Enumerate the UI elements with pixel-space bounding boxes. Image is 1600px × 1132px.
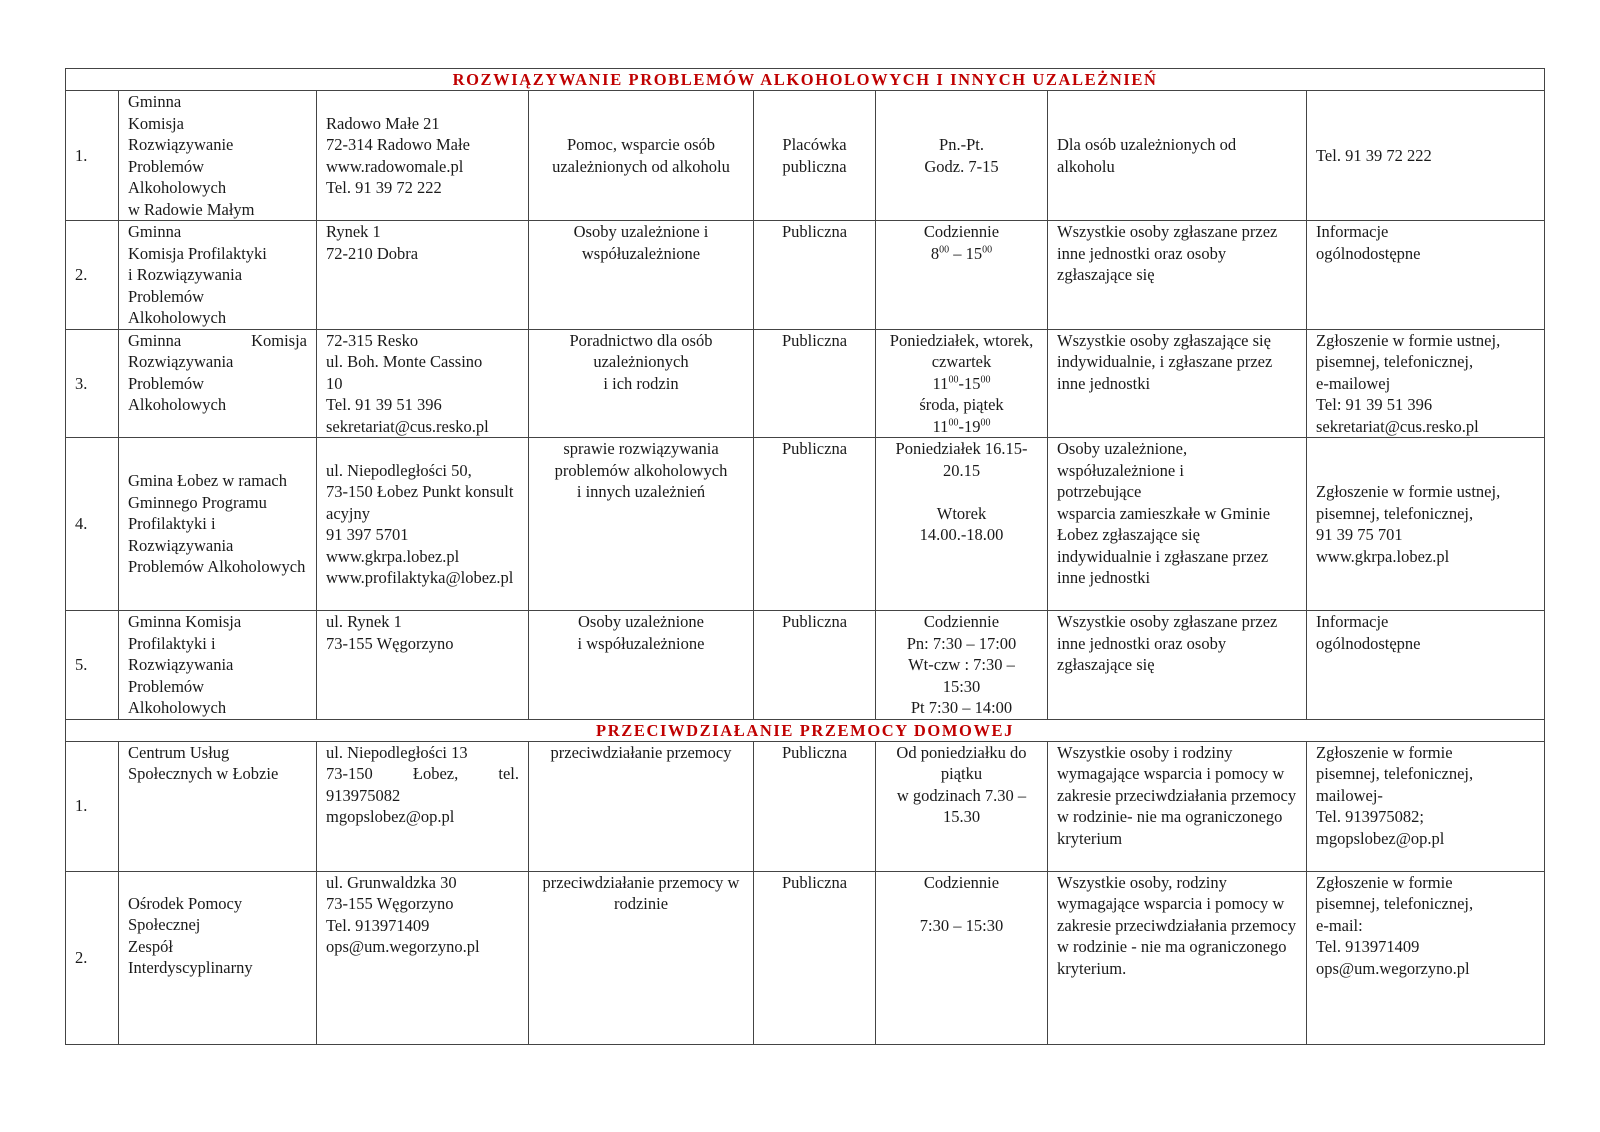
- hours-cell: Od poniedziałku do piątku w godzinach 7.30 – 15.30: [876, 741, 1048, 871]
- contact-cell: Zgłoszenie w formie pisemnej, telefonicznej, e-mail: Tel. 913971409 ops@um.wegorzyno.pl: [1307, 871, 1545, 1044]
- institution-name-rest: Rozwiązywania Problemów Alkoholowych: [128, 352, 234, 414]
- contact-cell: Informacje ogólnodostępne: [1307, 611, 1545, 720]
- contact-cell: Zgłoszenie w formie ustnej, pisemnej, telefonicznej, 91 39 75 701 www.gkrpa.lobez.pl: [1307, 438, 1545, 611]
- scope-cell: Pomoc, wsparcie osób uzależnionych od alkoholu: [529, 91, 754, 221]
- row-number: 5.: [66, 611, 119, 720]
- address-line: ul. Niepodległości 13: [326, 742, 468, 762]
- hours-days: Poniedziałek, wtorek, czwartek: [889, 330, 1034, 371]
- section-header-row: [66, 719, 1545, 741]
- row-number: 2.: [66, 221, 119, 330]
- contact-cell: Zgłoszenie w formie pisemnej, telefonicznej, mailowej- Tel. 913975082; mgopslobez@op.pl: [1307, 741, 1545, 871]
- hours-cell: [876, 329, 1048, 438]
- audience-cell: Wszystkie osoby, rodziny wymagające wsparcia i pomocy w zakresie przeciwdziałania przemocy w rodzinie - nie ma ograniczonego kryterium.: [1048, 871, 1307, 1044]
- row-number: 1.: [66, 91, 119, 221]
- hours-cell: Pn.-Pt. Godz. 7-15: [876, 91, 1048, 221]
- hours-range: $8^{00} - 15^{00}$: [930, 243, 993, 263]
- institution-name: Centrum Usług Społecznych w Łobzie: [119, 741, 317, 871]
- address-cell: 72-315 Resko ul. Boh. Monte Cassino 10 Tel. 91 39 51 396 sekretariat@cus.resko.pl: [317, 329, 529, 438]
- table-row: [66, 741, 1545, 871]
- hours-cell: Poniedziałek 16.15-20.15 Wtorek 14.00.-18.00: [876, 438, 1048, 611]
- table-row: [66, 329, 1545, 438]
- services-table: [65, 68, 1545, 1045]
- institution-name: Gmina Łobez w ramach Gminnego Programu Profilaktyki i Rozwiązywania Problemów Alkoholowych: [119, 438, 317, 611]
- table-row: [66, 438, 1545, 611]
- audience-cell: Osoby uzależnione, współuzależnione i potrzebujące wsparcia zamieszkałe w Gminie Łobez zgłaszające się indywidualnie i zgłaszane przez inne jednostki: [1048, 438, 1307, 611]
- scope-cell: Poradnictwo dla osób uzależnionych i ich rodzin: [529, 329, 754, 438]
- row-number: 3.: [66, 329, 119, 438]
- institution-name: [119, 329, 317, 438]
- section-title-alcohol: ROZWIĄZYWANIE PROBLEMÓW ALKOHOLOWYCH I INNYCH UZALEŻNIEŃ: [66, 69, 1545, 91]
- address-cell: ul. Rynek 1 73-155 Węgorzyno: [317, 611, 529, 720]
- address-cell: [317, 741, 529, 871]
- table-row: [66, 221, 1545, 330]
- row-number: 1.: [66, 741, 119, 871]
- address-cell: ul. Niepodległości 50, 73-150 Łobez Punkt konsultacyjny 91 397 5701 www.gkrpa.lobez.pl www.profilaktyka@lobez.pl: [317, 438, 529, 611]
- hours-range: $11^{00}-15^{00}$: [932, 373, 991, 393]
- audience-cell: Wszystkie osoby zgłaszane przez inne jednostki oraz osoby zgłaszające się: [1048, 611, 1307, 720]
- type-cell: Publiczna: [754, 329, 876, 438]
- type-cell: Publiczna: [754, 221, 876, 330]
- contact-cell: Informacje ogólnodostępne: [1307, 221, 1545, 330]
- address-cell: Rynek 1 72-210 Dobra: [317, 221, 529, 330]
- hours-cell: Codziennie 7:30 – 15:30: [876, 871, 1048, 1044]
- hours-range: $11^{00}-19^{00}$: [932, 416, 991, 436]
- address-line: 913975082 mgopslobez@op.pl: [326, 785, 455, 826]
- scope-cell: przeciwdziałanie przemocy w rodzinie: [529, 871, 754, 1044]
- scope-cell: Osoby uzależnione i współuzależnione: [529, 611, 754, 720]
- scope-cell: Osoby uzależnione i współuzależnione: [529, 221, 754, 330]
- address-cell: Radowo Małe 21 72-314 Radowo Małe www.radowomale.pl Tel. 91 39 72 222: [317, 91, 529, 221]
- scope-cell: przeciwdziałanie przemocy: [529, 741, 754, 871]
- address-cell: ul. Grunwaldzka 30 73-155 Węgorzyno Tel. 913971409 ops@um.wegorzyno.pl: [317, 871, 529, 1044]
- hours-days: Codziennie: [923, 222, 1000, 241]
- type-cell: Publiczna: [754, 871, 876, 1044]
- section-header-row: [66, 69, 1545, 91]
- table-row: [66, 871, 1545, 1044]
- contact-cell: Zgłoszenie w formie ustnej, pisemnej, telefonicznej, e-mailowej Tel: 91 39 51 396 sekretariat@cus.resko.pl: [1307, 329, 1545, 438]
- table-row: [66, 611, 1545, 720]
- institution-name: Gminna Komisja Rozwiązywanie Problemów Alkoholowych w Radowie Małym: [119, 91, 317, 221]
- institution-name: Gminna Komisja Profilaktyki i Rozwiązywania Problemów Alkoholowych: [119, 221, 317, 330]
- hours-cell: Codziennie Pn: 7:30 – 17:00 Wt-czw : 7:30 – 15:30 Pt 7:30 – 14:00: [876, 611, 1048, 720]
- institution-name: Ośrodek Pomocy Społecznej Zespół Interdyscyplinarny: [119, 871, 317, 1044]
- row-number: 4.: [66, 438, 119, 611]
- institution-name: Gminna Komisja Profilaktyki i Rozwiązywania Problemów Alkoholowych: [119, 611, 317, 720]
- audience-cell: Wszystkie osoby zgłaszające się indywidualnie, i zgłaszane przez inne jednostki: [1048, 329, 1307, 438]
- table-row: [66, 91, 1545, 221]
- type-cell: Publiczna: [754, 438, 876, 611]
- address-line: 73-150 Łobez, tel.: [326, 764, 519, 783]
- audience-cell: Dla osób uzależnionych od alkoholu: [1048, 91, 1307, 221]
- hours-days: środa, piątek: [919, 395, 1004, 414]
- type-cell: Publiczna: [754, 741, 876, 871]
- contact-cell: Tel. 91 39 72 222: [1307, 91, 1545, 221]
- institution-name-line1: Gminna Komisja: [128, 330, 307, 350]
- type-cell: Publiczna: [754, 611, 876, 720]
- audience-cell: Wszystkie osoby i rodziny wymagające wsparcia i pomocy w zakresie przeciwdziałania przemocy w rodzinie- nie ma ograniczonego kryterium: [1048, 741, 1307, 871]
- type-cell: Placówka publiczna: [754, 91, 876, 221]
- scope-cell: sprawie rozwiązywania problemów alkoholowych i innych uzależnień: [529, 438, 754, 611]
- row-number: 2.: [66, 871, 119, 1044]
- hours-cell: [876, 221, 1048, 330]
- section-title-violence: PRZECIWDZIAŁANIE PRZEMOCY DOMOWEJ: [66, 719, 1545, 741]
- audience-cell: Wszystkie osoby zgłaszane przez inne jednostki oraz osoby zgłaszające się: [1048, 221, 1307, 330]
